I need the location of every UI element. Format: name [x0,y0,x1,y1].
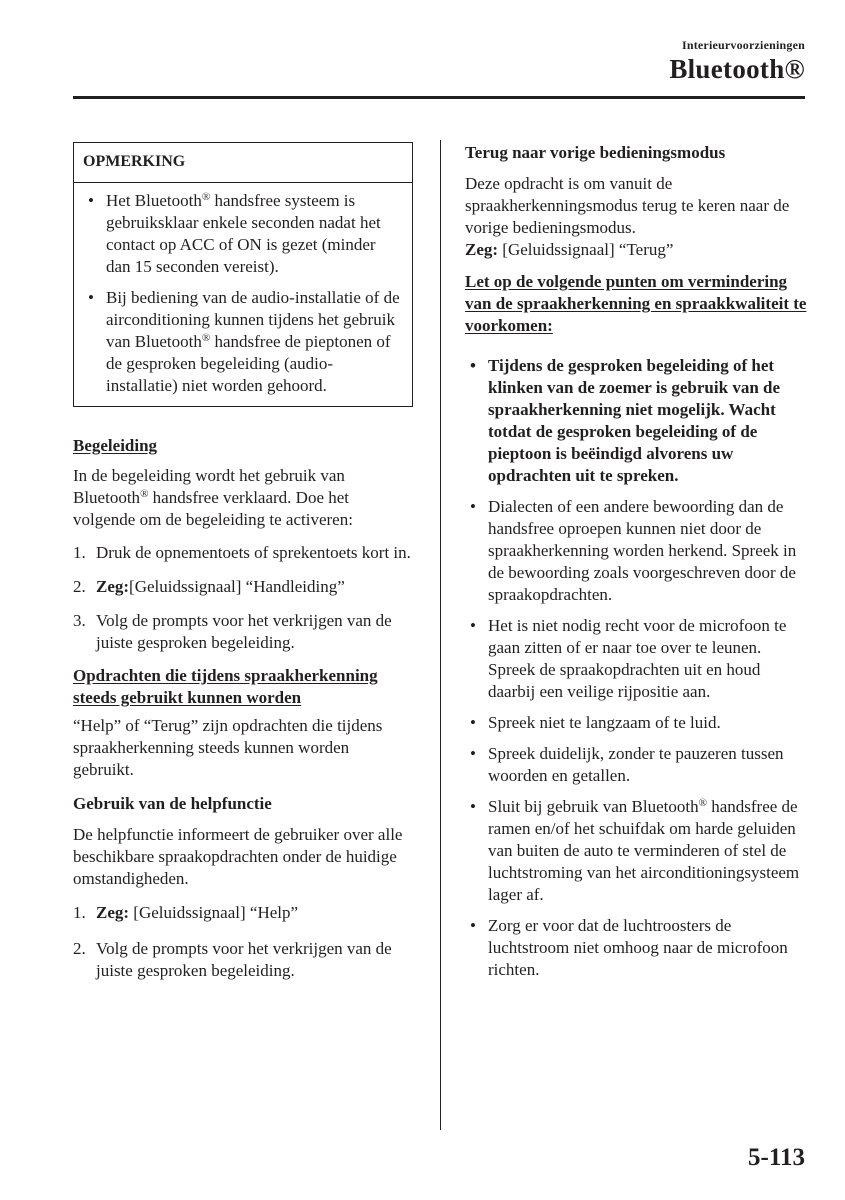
helpfunctie-text: De helpfunctie informeert de gebruiker over alle beschikbare spraakopdrachten onder de huidige omstandigheden. [73,825,403,888]
letop-bullet: • Het is niet nodig recht voor de microfoon te gaan zitten of er naar toe over te leunen. Spreek de spraakopdrachten uit en houd daarbij een veilige rijpositie aan. [465,615,810,703]
step-text: Volg de prompts voor het verkrijgen van de juiste gesproken begeleiding. [96,939,392,980]
step-number: 3. [73,611,86,630]
bullet-text: Sluit bij gebruik van Bluetooth [488,797,699,816]
column-divider [440,140,441,1130]
intro-text: handsfree verklaard. Doe het volgende om de begeleiding te activeren: [73,488,353,529]
step-number: 2. [73,939,86,958]
step-text: [Geluidssignaal] “Help” [129,903,299,922]
begeleiding-heading: Begeleiding [73,436,158,455]
terug-zeg [465,239,810,261]
page-number: 5-113 [748,1144,805,1171]
zeg-text: [Geluidssignaal] “Terug” [498,240,674,259]
note-bullet-text: Bij bediening van de audio-installatie of de airconditioning kunnen tijdens het gebruik van Bluetooth [106,288,400,351]
right-column [465,142,810,981]
registered-mark: ® [140,488,149,500]
intro-text: In de begeleiding wordt het gebruik van Bluetooth [73,466,345,507]
letop-bullet [465,796,810,906]
letop-bullet: • Spreek niet te langzaam of te luid. [465,712,810,734]
step-label: Zeg: [96,903,130,922]
help-step [73,938,413,982]
page-title: Bluetooth® [669,54,805,84]
step-text: [Geluidssignaal] “Handleiding” [129,577,345,596]
step-number: 2. [73,577,86,596]
letop-list [465,355,810,981]
registered-mark: ® [698,797,707,809]
step-text: Druk de opnementoets of sprekentoets kort in. [96,543,411,562]
note-bullet [86,287,402,397]
letop-heading: Let op de volgende punten om vermindering van de spraakherkenning en spraakkwaliteit te voorkomen: [465,272,807,335]
step-number: 1. [73,903,86,922]
letop-bullet: • Spreek duidelijk, zonder te pauzeren tussen woorden en getallen. [465,743,810,787]
opdrachten-heading: Opdrachten die tijdens spraakherkenning steeds gebruikt kunnen worden [73,666,378,707]
begeleiding-step [73,576,413,598]
helpfunctie-heading: Gebruik van de helpfunctie [73,794,272,813]
section-label: Interieurvoorzieningen [681,38,805,52]
step-text: Volg de prompts voor het verkrijgen van de juiste gesproken begeleiding. [96,611,392,652]
note-bullet [86,190,402,278]
zeg-label: Zeg: [465,240,499,259]
note-body [74,183,412,406]
note-heading: OPMERKING [74,143,412,183]
opdrachten-text: “Help” of “Terug” zijn opdrachten die tijdens spraakherkenning steeds kunnen worden gebruikt. [73,716,383,779]
bullet-text: handsfree de ramen en/of het schuifdak om harde geluiden van buiten de auto te verminderen of stel de luchtstroming van het airconditioningsysteem lager af. [488,797,800,904]
letop-bullet-important: • Tijdens de gesproken begeleiding of het klinken van de zoemer is gebruik van de spraakherkenning niet mogelijk. Wacht totdat de gesproken begeleiding of de pieptoon is beëindigd alvorens uw opdrachten uit te spreken. [465,355,810,487]
note-box [73,142,413,407]
note-bullet-text: handsfree systeem is gebruiksklaar enkele seconden nadat het contact op ACC of ON is gezet (minder dan 15 seconden vereist). [106,191,381,276]
begeleiding-step [73,610,413,654]
begeleiding-intro [73,465,413,531]
letop-bullet: • Zorg er voor dat de luchtroosters de luchtstroom niet omhoog naar de microfoon richten. [465,915,810,981]
terug-heading: Terug naar vorige bedieningsmodus [465,143,726,162]
step-number: 1. [73,543,86,562]
header-rule [73,96,805,99]
registered-mark: ® [201,191,211,203]
step-label: Zeg: [96,577,130,596]
terug-text: Deze opdracht is om vanuit de spraakherkenningsmodus terug te keren naar de vorige bedieningsmodus. [465,174,790,237]
note-bullet-text: Het Bluetooth [106,191,202,210]
registered-mark: ® [201,332,211,344]
begeleiding-step [73,542,413,564]
note-bullet-text: handsfree de pieptonen of de gesproken begeleiding (audio-installatie) niet worden gehoord. [106,332,391,395]
help-step [73,902,413,924]
letop-bullet: • Dialecten of een andere bewoording dan de handsfree oproepen kunnen niet door de spraakherkenning worden herkend. Spreek in de bewoording zoals voorgeschreven door de spraakopdrachten. [465,496,810,606]
left-column [73,142,413,982]
